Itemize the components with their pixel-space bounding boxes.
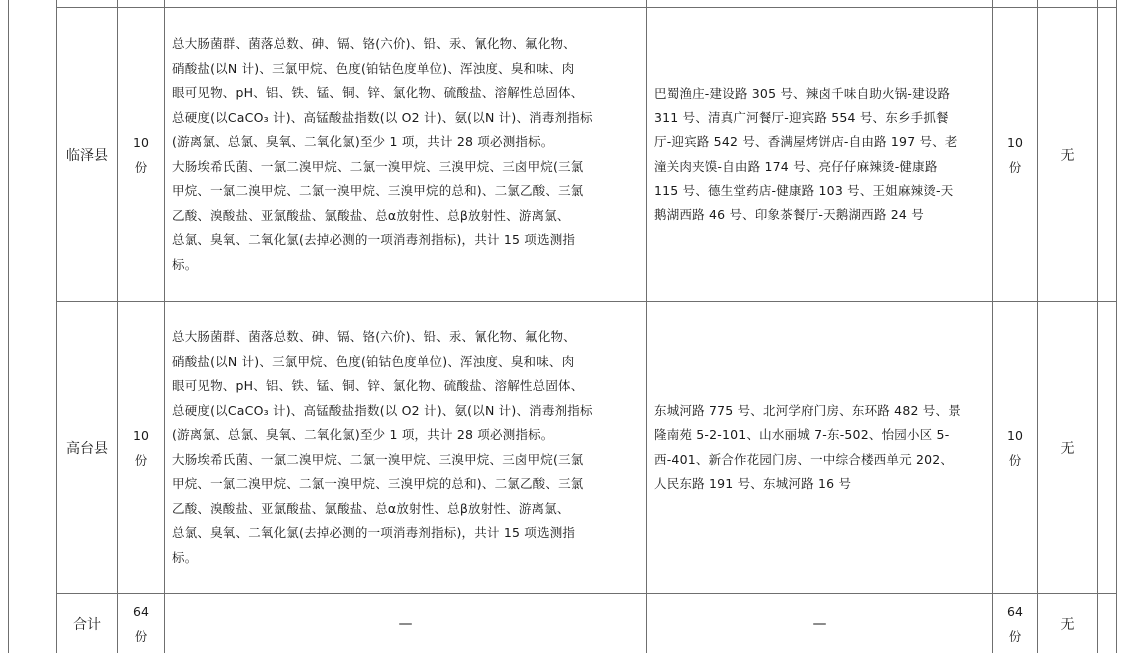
grid-line-v8: [1116, 0, 1117, 653]
total-sample-count-2-cell: 64 份: [1007, 603, 1023, 644]
county-name-cell: 高台县: [66, 440, 108, 457]
total-sample-count-cell: 64 份: [133, 603, 149, 644]
total-indicators-cell: —: [398, 615, 413, 632]
sample-count-2-cell: 10 份: [1007, 427, 1023, 468]
sample-count-cell: 10 份: [133, 134, 149, 175]
total-locations-cell: —: [812, 615, 827, 632]
sample-count-2-cell: 10 份: [1007, 134, 1023, 175]
sampling-locations-cell: 巴蜀渔庄-建设路 305 号、辣卤千味自助火锅-建设路 311 号、清真广河餐厅-迎宾路 554 号、东乡手抓餐 厅-迎宾路 542 号、香满屋烤饼店-自由路 197 号、老 潼关肉夹馍-自由路 174 号、亮仔仔麻辣烫-健康路 115 号、德生堂药店-健康路 103 号、王姐麻辣烫-天 鹅湖西路 46 号、印象茶餐厅-天鹅湖西路 24 号: [654, 85, 958, 223]
grid-line-v7: [1097, 0, 1098, 653]
grid-line-v4: [646, 0, 647, 653]
county-name-cell: 临泽县: [66, 147, 108, 164]
total-remark-cell: 无: [1060, 616, 1075, 633]
remark-cell: 无: [1060, 440, 1075, 457]
total-label-cell: 合计: [73, 616, 101, 633]
grid-line-v3: [164, 0, 165, 653]
test-indicators-cell: 总大肠菌群、菌落总数、砷、镉、铬(六价)、铅、汞、氰化物、氟化物、 硝酸盐(以N 计)、三氯甲烷、色度(铂钴色度单位)、浑浊度、臭和味、肉 眼可见物、pH、铝、铁、锰、铜、锌、氯化物、硫酸盐、溶解性总固体、 总硬度(以CaCO₃ 计)、高锰酸盐指数(以 O2 计)、氨(以N 计)、消毒剂指标 (游离氯、总氯、臭氧、二氧化氯)至少 1 项，共计 28 项必测指标。 大肠埃希氏菌、一氯二溴甲烷、二氯一溴甲烷、三溴甲烷、三卤甲烷(三氯 甲烷、一氯二溴甲烷、二氯一溴甲烷、三溴甲烷的总和)、二氯乙酸、三氯 乙酸、溴酸盐、亚氯酸盐、氯酸盐、总α放射性、总β放射性、游离氯、 总氯、臭氧、二氧化氯(去掉必测的一项消毒剂指标)，共计 15 项选测指 标。: [172, 329, 593, 565]
grid-line-v0: [8, 0, 9, 653]
test-indicators-cell: 总大肠菌群、菌落总数、砷、镉、铬(六价)、铅、汞、氰化物、氟化物、 硝酸盐(以N 计)、三氯甲烷、色度(铂钴色度单位)、浑浊度、臭和味、肉 眼可见物、pH、铝、铁、锰、铜、锌、氯化物、硫酸盐、溶解性总固体、 总硬度(以CaCO₃ 计)、高锰酸盐指数(以 O2 计)、氨(以N 计)、消毒剂指标 (游离氯、总氯、臭氧、二氧化氯)至少 1 项，共计 28 项必测指标。 大肠埃希氏菌、一氯二溴甲烷、二氯一溴甲烷、三溴甲烷、三卤甲烷(三氯 甲烷、一氯二溴甲烷、二氯一溴甲烷、三溴甲烷的总和)、二氯乙酸、三氯 乙酸、溴酸盐、亚氯酸盐、氯酸盐、总α放射性、总β放射性、游离氯、 总氯、臭氧、二氧化氯(去掉必测的一项消毒剂指标)，共计 15 项选测指 标。: [172, 36, 593, 272]
sample-count-cell: 10 份: [133, 427, 149, 468]
sampling-locations-cell: 东城河路 775 号、北河学府门房、东环路 482 号、景 隆南苑 5-2-101、山水丽城 7-东-502、怡园小区 5- 西-401、新合作花园门房、一中综合楼西单元 202、 人民东路 191 号、东城河路 16 号: [654, 402, 961, 491]
remark-cell: 无: [1060, 147, 1075, 164]
